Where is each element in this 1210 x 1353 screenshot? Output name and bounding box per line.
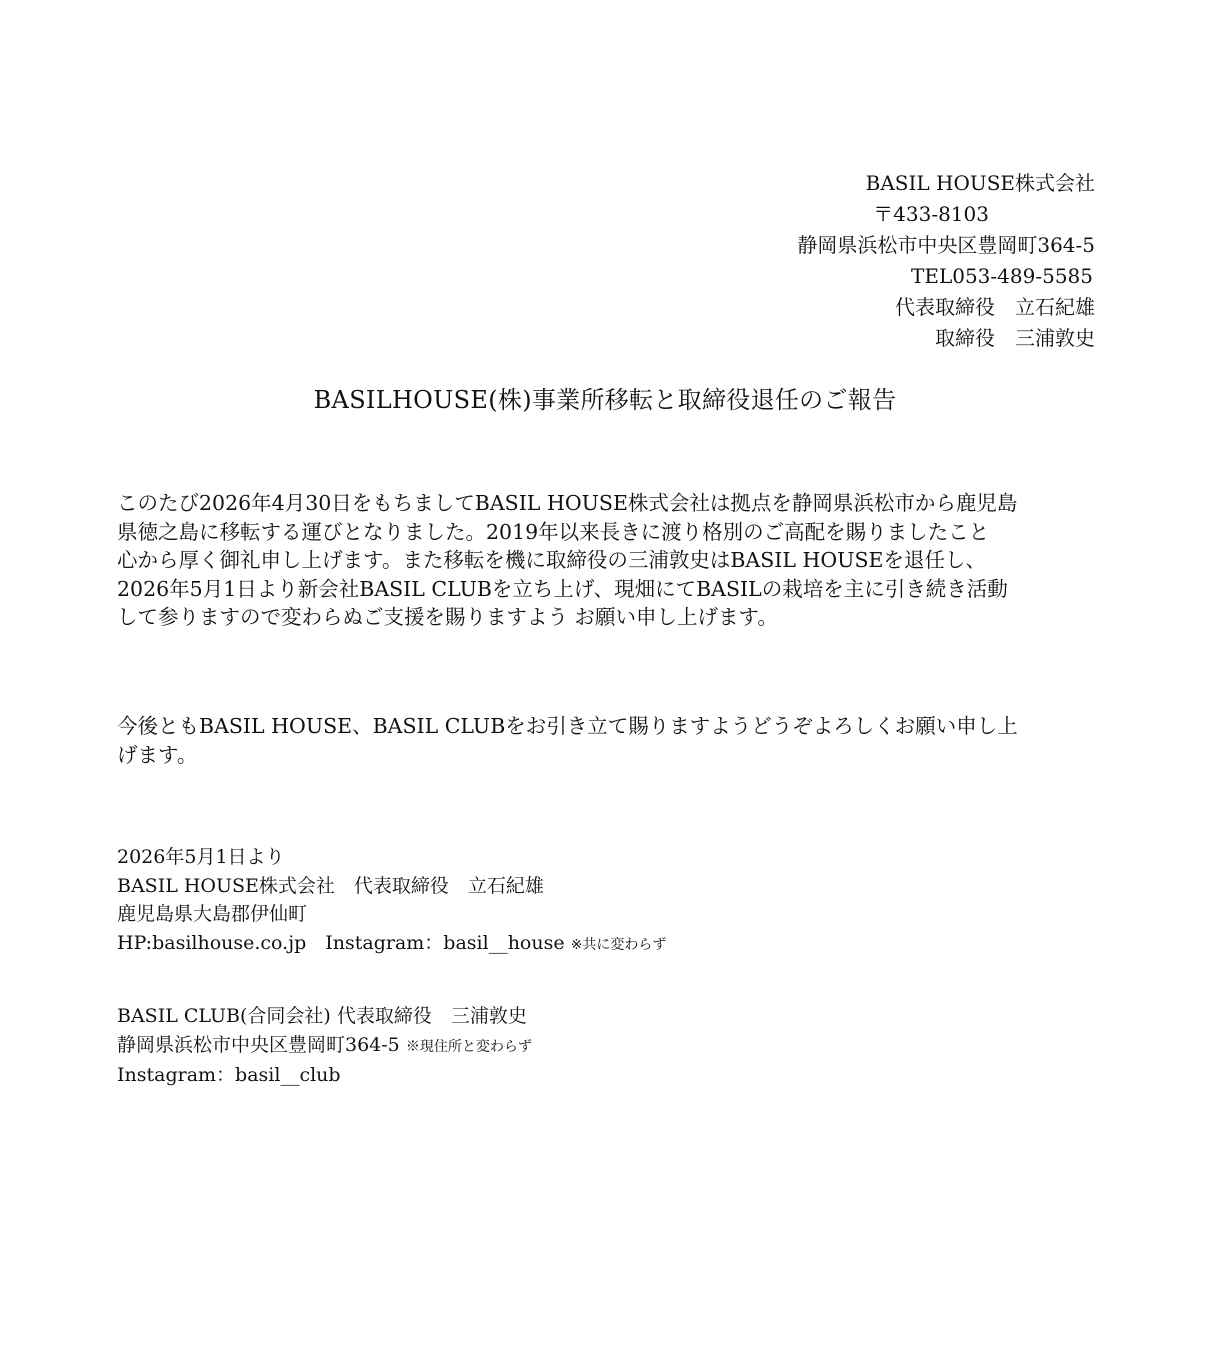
basil-club-company-rep: BASIL CLUB(合同会社) 代表取締役 三浦敦史 (117, 1005, 527, 1027)
basil-house-contact (117, 929, 666, 960)
basil-house-address: 鹿児島県大島郡伊仙町 (117, 903, 308, 925)
contact-note: ※共に変わらず (570, 936, 667, 953)
sender-representative: 代表取締役 立石紀雄 (895, 295, 1095, 319)
paragraph-line: 今後ともBASIL HOUSE、BASIL CLUBをお引き立て賜りますようどうぞよろしくお願い申し上 (117, 714, 1018, 738)
basil-house-contact-text: HP:basilhouse.co.jp Instagram：basil__house (117, 931, 565, 954)
basil-club-address (117, 1031, 532, 1062)
paragraph-line: 心から厚く御礼申し上げます。また移転を機に取締役の三浦敦史はBASIL HOUSEを退任し、 (117, 548, 986, 572)
effective-date: 2026年5月1日より (117, 846, 285, 868)
sender-address: 静岡県浜松市中央区豊岡町364-5 (797, 233, 1095, 257)
basil-club-address-text: 静岡県浜松市中央区豊岡町364-5 (117, 1033, 400, 1056)
basil-club-info (117, 1002, 532, 1090)
announcement-paragraph (117, 489, 1092, 632)
sender-company: BASIL HOUSE株式会社 (865, 171, 1095, 195)
paragraph-line: げます。 (117, 742, 198, 767)
address-note: ※現住所と変わらず (405, 1038, 532, 1055)
paragraph-line: 2026年5月1日より新会社BASIL CLUBを立ち上げ、現畑にてBASILの栽培を主に引き続き活動 (117, 576, 1008, 601)
basil-club-instagram: Instagram：basil__club (117, 1064, 341, 1086)
paragraph-line: して参りますので変わらぬご支援を賜りますよう お願い申し上げます。 (117, 605, 778, 629)
sender-block (797, 168, 1095, 354)
sender-director: 取締役 三浦敦史 (935, 326, 1095, 350)
paragraph-line: 県徳之島に移転する運びとなりました。2019年以来長きに渡り格別のご高配を賜りましたこと (117, 519, 990, 544)
basil-house-company-rep: BASIL HOUSE株式会社 代表取締役 立石紀雄 (117, 874, 544, 897)
sender-postal-code: 〒433-8103 (873, 202, 989, 226)
closing-paragraph (117, 712, 1092, 769)
sender-tel: TEL053-489-5585 (911, 264, 1093, 288)
document-title: BASILHOUSE(株)事業所移転と取締役退任のご報告 (313, 386, 897, 414)
paragraph-line: このたび2026年4月30日をもちましてBASIL HOUSE株式会社は拠点を静岡県浜松市から鹿児島 (117, 491, 1018, 515)
basil-house-info (117, 843, 666, 959)
